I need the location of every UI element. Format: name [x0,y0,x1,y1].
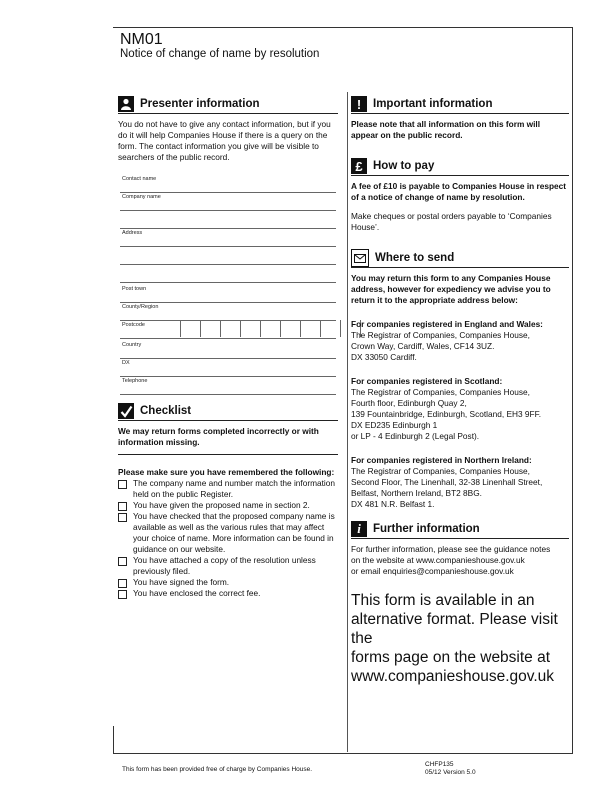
scotland-line: DX ED235 Edinburgh 1 [351,420,438,430]
important-section [351,95,569,141]
checklist-item[interactable]: You have checked that the proposed company name is available as well as the various rules that may affect your choice of name. More information can be found in guidance on our website. [118,511,338,555]
scotland-heading: For companies registered in Scotland: [351,376,503,386]
send-title: Where to send [375,252,455,264]
further-line: For further information, please see the guidance notes [351,544,551,554]
form-subtitle: Notice of change of name by resolution [120,48,320,60]
further-line: on the website at www.companieshouse.gov.uk [351,555,525,565]
company-name-field-2[interactable] [120,210,336,229]
checkbox[interactable] [118,480,127,489]
footer-code: CHFP135 [425,761,454,768]
checklist-item[interactable]: You have enclosed the correct fee. [118,588,338,599]
ni-line: Belfast, Northern Ireland, BT2 8BG. [351,488,482,498]
checklist-header [118,402,338,421]
country-label: Country [122,342,142,348]
further-section [351,520,569,686]
checkbox[interactable] [118,502,127,511]
checklist-title: Checklist [140,405,192,417]
presenter-header [118,95,338,114]
important-text: Please note that all information on this form will appear on the public record. [351,119,541,140]
checklist-items [118,478,338,599]
scotland-line: Fourth floor, Edinburgh Quay 2, [351,398,467,408]
page-frame-right [572,27,573,754]
postcode-field[interactable] [120,320,336,339]
scotland-line: 139 Fountainbridge, Edinburgh, Scotland, EH3 9FF. [351,409,542,419]
checklist-item[interactable]: You have signed the form. [118,577,338,588]
ni-heading: For companies registered in Northern Ireland: [351,455,532,465]
pay-cheques: Make cheques or postal orders payable to ‘Companies House’. [351,211,552,232]
footer-note: This form has been provided free of charge by Companies House. [122,766,313,773]
check-icon [118,403,134,419]
important-header [351,95,569,114]
telephone-label: Telephone [122,378,148,384]
page-frame-top [113,27,572,28]
checkbox[interactable] [118,590,127,599]
exclamation-icon: ! [351,96,367,112]
address-field-2[interactable] [120,246,336,265]
postcode-boxes [180,320,361,337]
postcode-label: Postcode [122,322,145,328]
send-section [351,249,569,510]
company-name-label: Company name [122,194,161,200]
england-line: DX 33050 Cardiff. [351,352,417,362]
england-line: Crown Way, Cardiff, Wales, CF14 3UZ. [351,341,495,351]
county-field[interactable] [120,302,336,321]
checklist-item[interactable]: The company name and number match the information held on the public Register. [118,478,338,500]
person-icon [118,96,134,112]
further-line: or email enquiries@companieshouse.gov.uk [351,566,514,576]
footer-version [425,761,476,777]
envelope-icon [351,249,369,267]
checklist-item[interactable]: You have attached a copy of the resolution unless previously filed. [118,555,338,577]
address-label: Address [122,230,143,236]
checklist-lead: Please make sure you have remembered the following: [118,467,335,477]
alt-format-notice [351,591,569,686]
post-town-field[interactable] [120,284,336,303]
checklist-warning: We may return forms completed incorrectly or with information missing. [118,426,338,455]
country-field[interactable] [120,340,336,359]
important-title: Important information [373,98,493,110]
post-town-label: Post town [122,286,147,292]
form-code: NM01 [120,31,163,48]
presenter-intro: You do not have to give any contact information, but if you do it will help Companies House if there is a query on the form. The contact information you give will be visible to searchers of the public record. [118,119,331,162]
pay-header [351,157,569,176]
dx-field[interactable] [120,358,336,377]
address-field[interactable] [120,228,336,247]
checklist-item[interactable]: You have given the proposed name in section 2. [118,500,338,511]
further-header [351,520,569,539]
alt-format-line: alternative format. Please visit the [351,611,558,647]
checklist-section [118,402,338,599]
send-header [351,249,569,268]
pound-icon: £ [351,158,367,174]
page-frame-bottom [113,753,573,754]
pay-section [351,157,569,233]
column-divider [347,92,348,752]
send-intro: You may return this form to any Companies House address, however for expediency we advise you to return it to the appropriate address below: [351,273,551,305]
checkbox[interactable] [118,579,127,588]
england-line: The Registrar of Companies, Companies House, [351,330,530,340]
dx-label: DX [122,360,130,366]
alt-format-line: This form is available in an [351,592,535,609]
presenter-title: Presenter information [140,98,260,110]
page-frame-left [113,726,114,754]
scotland-line: The Registrar of Companies, Companies House, [351,387,530,397]
pay-title: How to pay [373,160,435,172]
presenter-section [118,95,338,163]
england-heading: For companies registered in England and Wales: [351,319,543,329]
further-text [351,544,569,577]
footer-version-text: 05/12 Version 5.0 [425,769,476,776]
checkbox[interactable] [118,557,127,566]
further-title: Further information [373,523,480,535]
alt-format-line: www.companieshouse.gov.uk [351,668,555,685]
pay-fee: A fee of £10 is payable to Companies House in respect of a notice of change of name by resolution. [351,181,567,202]
scotland-line: or LP - 4 Edinburgh 2 (Legal Post). [351,431,480,441]
county-label: County/Region [122,304,159,310]
alt-format-line: forms page on the website at [351,649,551,666]
telephone-field[interactable] [120,376,336,395]
address-field-3[interactable] [120,264,336,283]
company-name-field[interactable] [120,192,336,211]
ni-line: DX 481 N.R. Belfast 1. [351,499,435,509]
checkbox[interactable] [118,513,127,522]
ni-line: The Registrar of Companies, Companies House, [351,466,530,476]
info-icon: i [351,521,367,537]
contact-name-field[interactable] [120,174,336,193]
ni-line: Second Floor, The Linenhall, 32-38 Linenhall Street, [351,477,543,487]
contact-name-label: Contact name [122,176,157,182]
